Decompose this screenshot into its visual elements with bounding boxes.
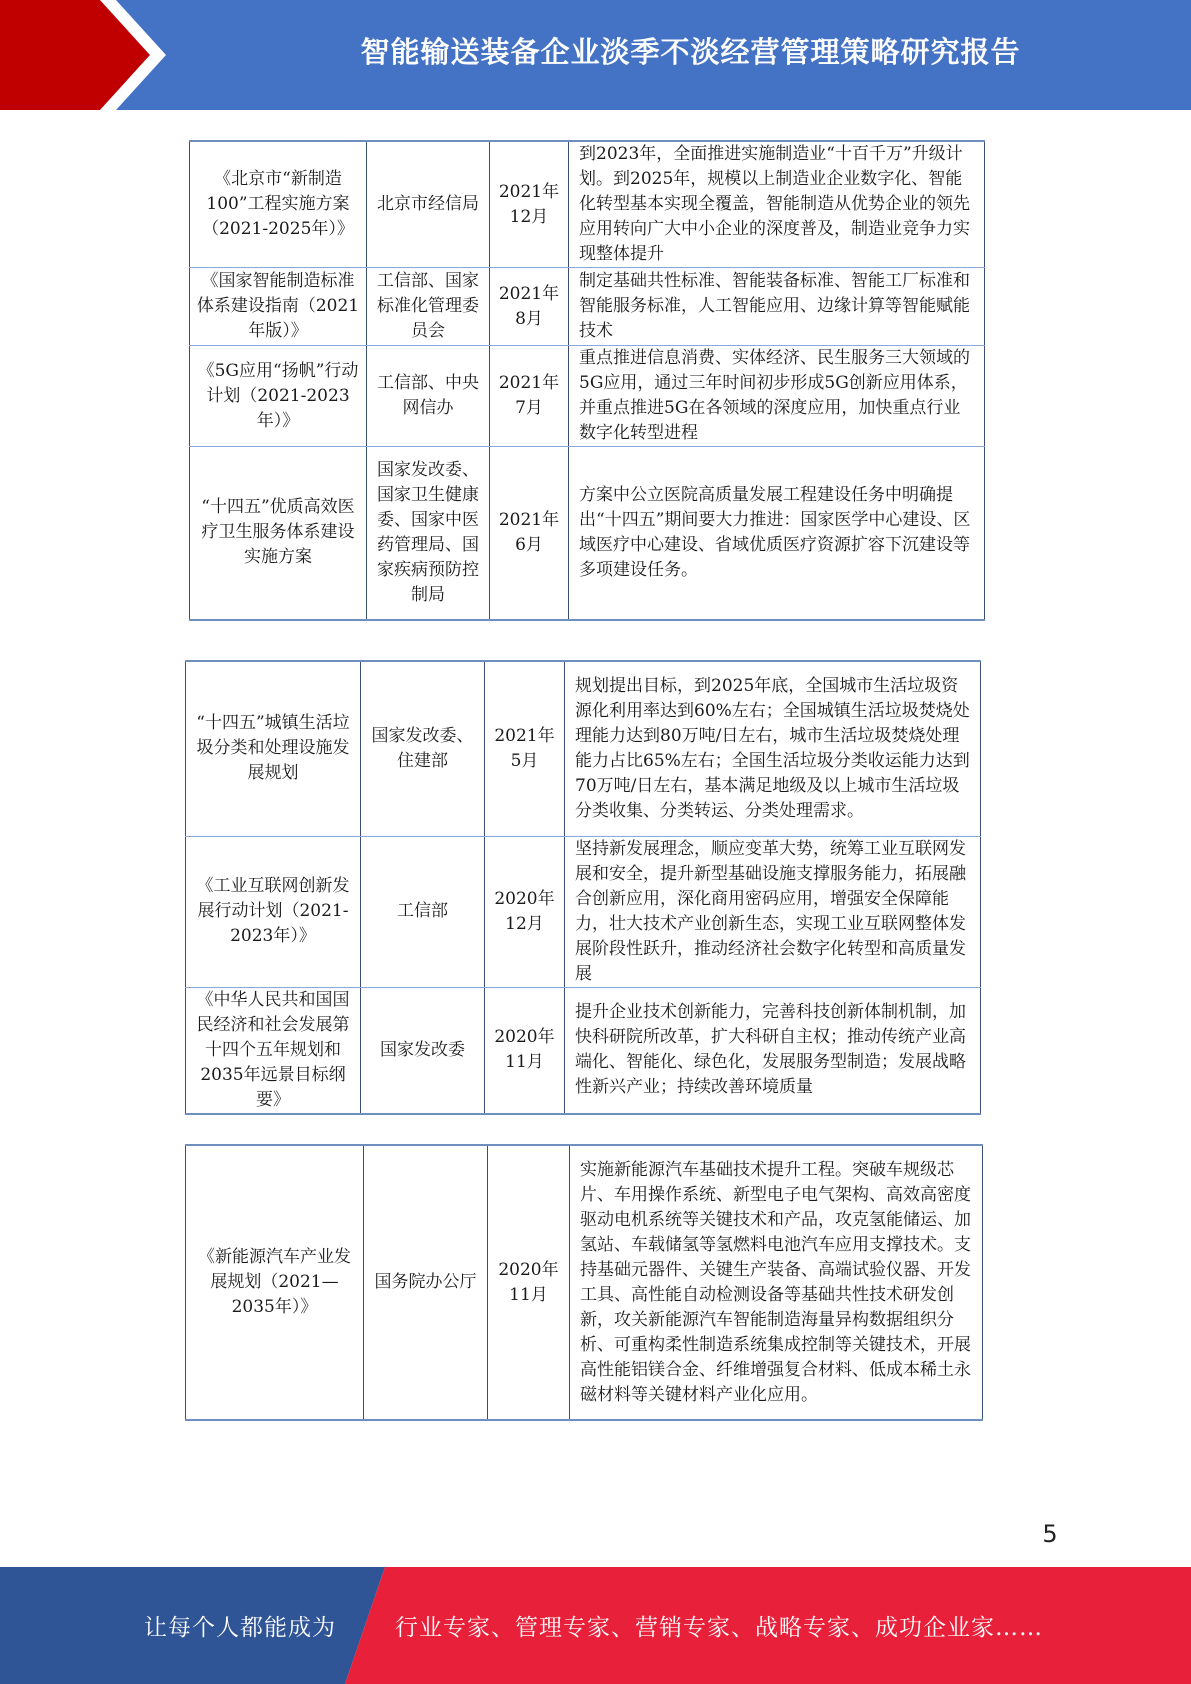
table-row	[190, 447, 985, 620]
policy-name: 《中华人民共和国国民经济和社会发展第十四个五年规划和2035年远景目标纲要》	[186, 987, 361, 1114]
policy-issuer: 工信部、中央网信办	[367, 346, 490, 447]
policy-date: 2020年11月	[488, 1145, 570, 1420]
policy-content: 提升企业技术创新能力，完善科技创新体制机制，加快科研院所改革，扩大科研自主权；推动传统产业高端化、智能化、绿色化，发展服务型制造；发展战略性新兴产业；持续改善环境质量	[565, 987, 981, 1114]
policy-issuer: 国家发改委、住建部	[361, 661, 485, 836]
policy-issuer: 国务院办公厅	[364, 1145, 488, 1420]
policy-content: 坚持新发展理念，顺应变革大势，统筹工业互联网发展和安全，提升新型基础设施支撑服务能力，拓展融合创新应用，深化商用密码应用，增强安全保障能力，壮大技术产业创新生态，实现工业互联网整体发展阶段性跃升，推动经济社会数字化转型和高质量发展	[565, 836, 981, 987]
report-title: 智能输送装备企业淡季不淡经营管理策略研究报告	[360, 34, 1021, 69]
policy-issuer: 工信部	[361, 836, 485, 987]
policy-name: 《新能源汽车产业发展规划（2021—2035年）》	[186, 1145, 364, 1420]
policy-name: 《5G应用“扬帆”行动计划（2021-2023年）》	[190, 346, 367, 447]
policy-table-3	[185, 1144, 983, 1421]
policy-issuer: 国家发改委、国家卫生健康委、国家中医药管理局、国家疾病预防控制局	[367, 447, 490, 620]
policy-content: 实施新能源汽车基础技术提升工程。突破车规级芯片、车用操作系统、新型电子电气架构、高效高密度驱动电机系统等关键技术和产品，攻克氢能储运、加氢站、车载储氢等氢燃料电池汽车应用支撑技术。支持基础元器件、关键生产装备、高端试验仪器、开发工具、高性能自动检测设备等基础共性技术研发创新，攻关新能源汽车智能制造海量异构数据组织分析、可重构柔性制造系统集成控制等关键技术，开展高性能铝镁合金、纤维增强复合材料、低成本稀土永磁材料等关键材料产业化应用。	[570, 1145, 983, 1420]
table-row	[186, 987, 981, 1114]
policy-date: 2021年7月	[490, 346, 569, 447]
policy-content: 重点推进信息消费、实体经济、民生服务三大领域的5G应用，通过三年时间初步形成5G创新应用体系，并重点推进5G在各领域的深度应用，加快重点行业数字化转型进程	[569, 346, 985, 447]
table-row	[190, 141, 985, 268]
policy-name: “十四五”城镇生活垃圾分类和处理设施发展规划	[186, 661, 361, 836]
footer-slogan-right: 行业专家、管理专家、营销专家、战略专家、成功企业家……	[395, 1615, 1043, 1641]
policy-date: 2020年11月	[485, 987, 565, 1114]
policy-name: “十四五”优质高效医疗卫生服务体系建设实施方案	[190, 447, 367, 620]
policy-table-2	[185, 660, 981, 1115]
policy-date: 2021年5月	[485, 661, 565, 836]
policy-date: 2021年8月	[490, 268, 569, 346]
table-row	[186, 836, 981, 987]
policy-date: 2020年12月	[485, 836, 565, 987]
policy-date: 2021年12月	[490, 141, 569, 268]
policy-date: 2021年6月	[490, 447, 569, 620]
policy-name: 《国家智能制造标准体系建设指南（2021年版）》	[190, 268, 367, 346]
policy-table-1	[189, 140, 985, 621]
page-header	[0, 0, 1191, 110]
page-footer	[0, 1567, 1191, 1684]
chevron-arrow-icon	[0, 0, 200, 110]
policy-name: 《北京市“新制造100”工程实施方案（2021-2025年）》	[190, 141, 367, 268]
policy-content: 规划提出目标，到2025年底，全国城市生活垃圾资源化利用率达到60%左右；全国城镇生活垃圾焚烧处理能力达到80万吨/日左右，城市生活垃圾焚烧处理能力占比65%左右；全国生活垃圾分类收运能力达到70万吨/日左右，基本满足地级及以上城市生活垃圾分类收集、分类转运、分类处理需求。	[565, 661, 981, 836]
footer-slogan-left: 让每个人都能成为	[144, 1615, 336, 1641]
policy-content: 方案中公立医院高质量发展工程建设任务中明确提出“十四五”期间要大力推进：国家医学中心建设、区域医疗中心建设、省域优质医疗资源扩容下沉建设等多项建设任务。	[569, 447, 985, 620]
table-row	[190, 268, 985, 346]
table-row	[186, 1145, 983, 1420]
policy-content: 到2023年，全面推进实施制造业“十百千万”升级计划。到2025年，规模以上制造业企业数字化、智能化转型基本实现全覆盖，智能制造从优势企业的领先应用转向广大中小企业的深度普及，制造业竞争力实现整体提升	[569, 141, 985, 268]
policy-name: 《工业互联网创新发展行动计划（2021-2023年）》	[186, 836, 361, 987]
table-row	[186, 661, 981, 836]
policy-issuer: 北京市经信局	[367, 141, 490, 268]
policy-content: 制定基础共性标准、智能装备标准、智能工厂标准和智能服务标准，人工智能应用、边缘计算等智能赋能技术	[569, 268, 985, 346]
policy-issuer: 工信部、国家标准化管理委员会	[367, 268, 490, 346]
policy-issuer: 国家发改委	[361, 987, 485, 1114]
table-row	[190, 346, 985, 447]
page-number: 5	[1042, 1520, 1058, 1548]
